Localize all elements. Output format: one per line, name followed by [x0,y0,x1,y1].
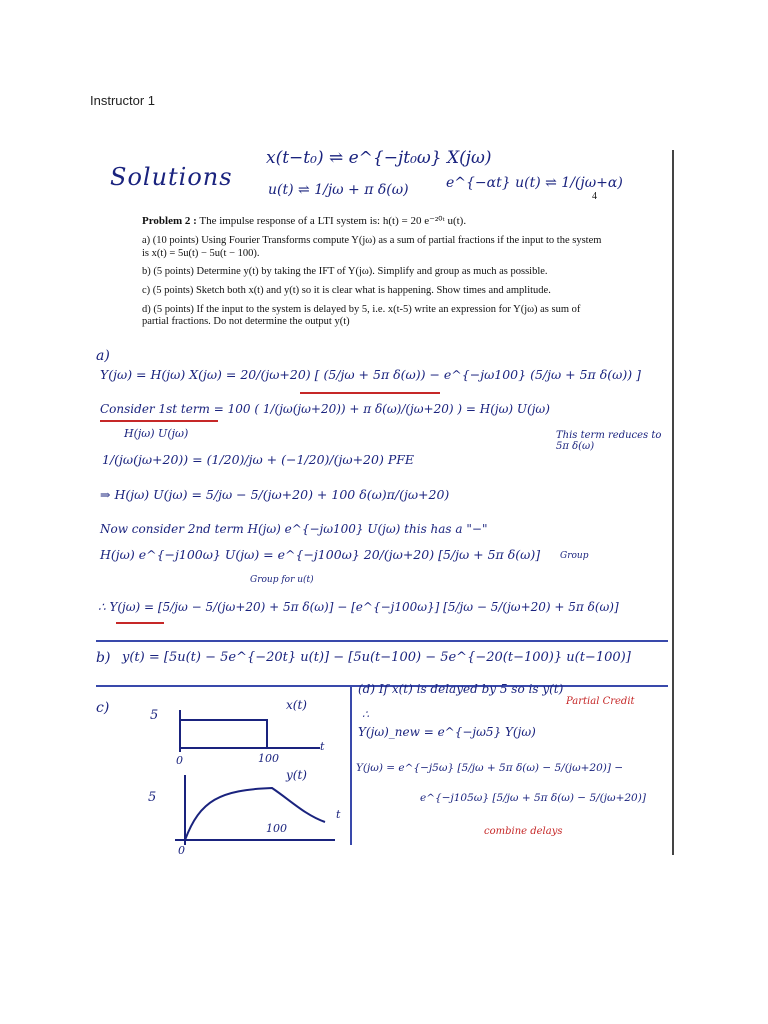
label-group: Group [560,551,589,561]
consider-second-term: Now consider 2nd term H(jω) e^{−jω100} U(jω) this has a "−" [100,522,488,536]
part-b-label: b) [96,650,111,666]
problem-part-c: c) (5 points) Sketch both x(t) and y(t) so it is clear what is happening. Show times and amplitude. [142,284,551,296]
pfe-equation: 1/(jω(jω+20)) = (1/20)/jω + (−1/20)/(jω+20) PFE [102,452,415,467]
problem-part-d: d) (5 points) If the input to the system is delayed by 5, i.e. x(t-5) write an expression for Y(jω) as sum of partial fractions. Do not determine the output y(t) [142,303,581,328]
solutions-title: Solutions [110,163,233,191]
x-sketch-t: t [320,740,325,753]
eq-HU-result: ⇒ H(jω) U(jω) = 5/jω − 5/(jω+20) + 100 δ(ω)π/(jω+20) [100,487,450,502]
eq-d2: Y(jω) = e^{−j5ω} [5/jω + 5π δ(ω) − 5/(jω+20)] − [356,762,624,774]
part-d-statement: (d) If x(t) is delayed by 5 so is y(t) [358,682,564,696]
x-sketch-0: 0 [176,754,183,767]
page-number: 4 [592,191,597,202]
consider-first-term: Consider 1st term = 100 ( 1/(jω(jω+20)) + π δ(ω)/(jω+20) ) = H(jω) U(jω) [100,402,550,416]
therefore-symbol: ∴ [362,708,369,721]
part-c-label: c) [96,700,110,716]
eq-y: y(t) = [5u(t) − 5e^{−20t} u(t)] − [5u(t−100) − 5e^{−20(t−100)} u(t−100)] [122,650,631,665]
label-group-ut: Group for u(t) [250,575,314,585]
x-sketch-5: 5 [150,708,159,723]
problem-part-a: a) (10 points) Using Fourier Transforms compute Y(jω) as a sum of partial fractions if the input to the system is x(t) = 5u(t) − 5u(t − 100). [142,235,602,259]
step-transform-formula: u(t) ⇌ 1/jω + π δ(ω) [268,182,409,198]
eq-d3: e^{−j105ω} [5/jω + 5π δ(ω) − 5/(jω+20)] [420,792,646,804]
y-sketch-5: 5 [148,790,157,805]
part-a-label: a) [96,348,110,364]
y-response-curve [185,788,325,840]
eq-second-term: H(jω) e^{−j100ω} U(jω) = e^{−j100ω} 20/(jω+20) [5/jω + 5π δ(ω)] [100,547,541,562]
y-sketch-t: t [336,808,341,821]
problem-heading: Problem 2 : The impulse response of a LTI system is: h(t) = 20 e⁻²⁰ᵗ u(t). [142,215,467,227]
instructor-label: Instructor 1 [90,93,156,108]
y-sketch-label: y(t) [286,768,307,782]
x-sketch-label: x(t) [286,698,307,712]
eq-final-Y: ∴ Y(jω) = [5/jω − 5/(jω+20) + 5π δ(ω)] − [e^{−j100ω}] [5/jω − 5/(jω+20) + 5π δ(ω)] [98,600,619,614]
exp-transform-formula: e^{−αt} u(t) ⇌ 1/(jω+α) [446,175,623,191]
problem-part-b: b) (5 points) Determine y(t) by taking the IFT of Y(jω). Simplify and group as much as possible. [142,266,548,278]
partial-credit-note: Partial Credit [566,696,635,707]
eq-d1: Y(jω)_new = e^{−jω5} Y(jω) [358,725,536,739]
x-pulse [180,720,267,748]
time-shift-formula: x(t−t₀) ⇌ e^{−jt₀ω} X(jω) [266,148,492,168]
y-sketch-100: 100 [266,822,287,835]
x-sketch-100: 100 [258,752,279,765]
note-reduces: This term reduces to 5π δ(ω) [556,430,662,452]
label-HU: H(jω) U(jω) [124,427,189,440]
y-sketch-0: 0 [178,844,185,857]
combine-delays-note: combine delays [484,826,563,837]
eq-Y-expansion: Y(jω) = H(jω) X(jω) = 20/(jω+20) [ (5/jω + 5π δ(ω)) − e^{−jω100} (5/jω + 5π δ(ω)) ] [100,367,641,382]
